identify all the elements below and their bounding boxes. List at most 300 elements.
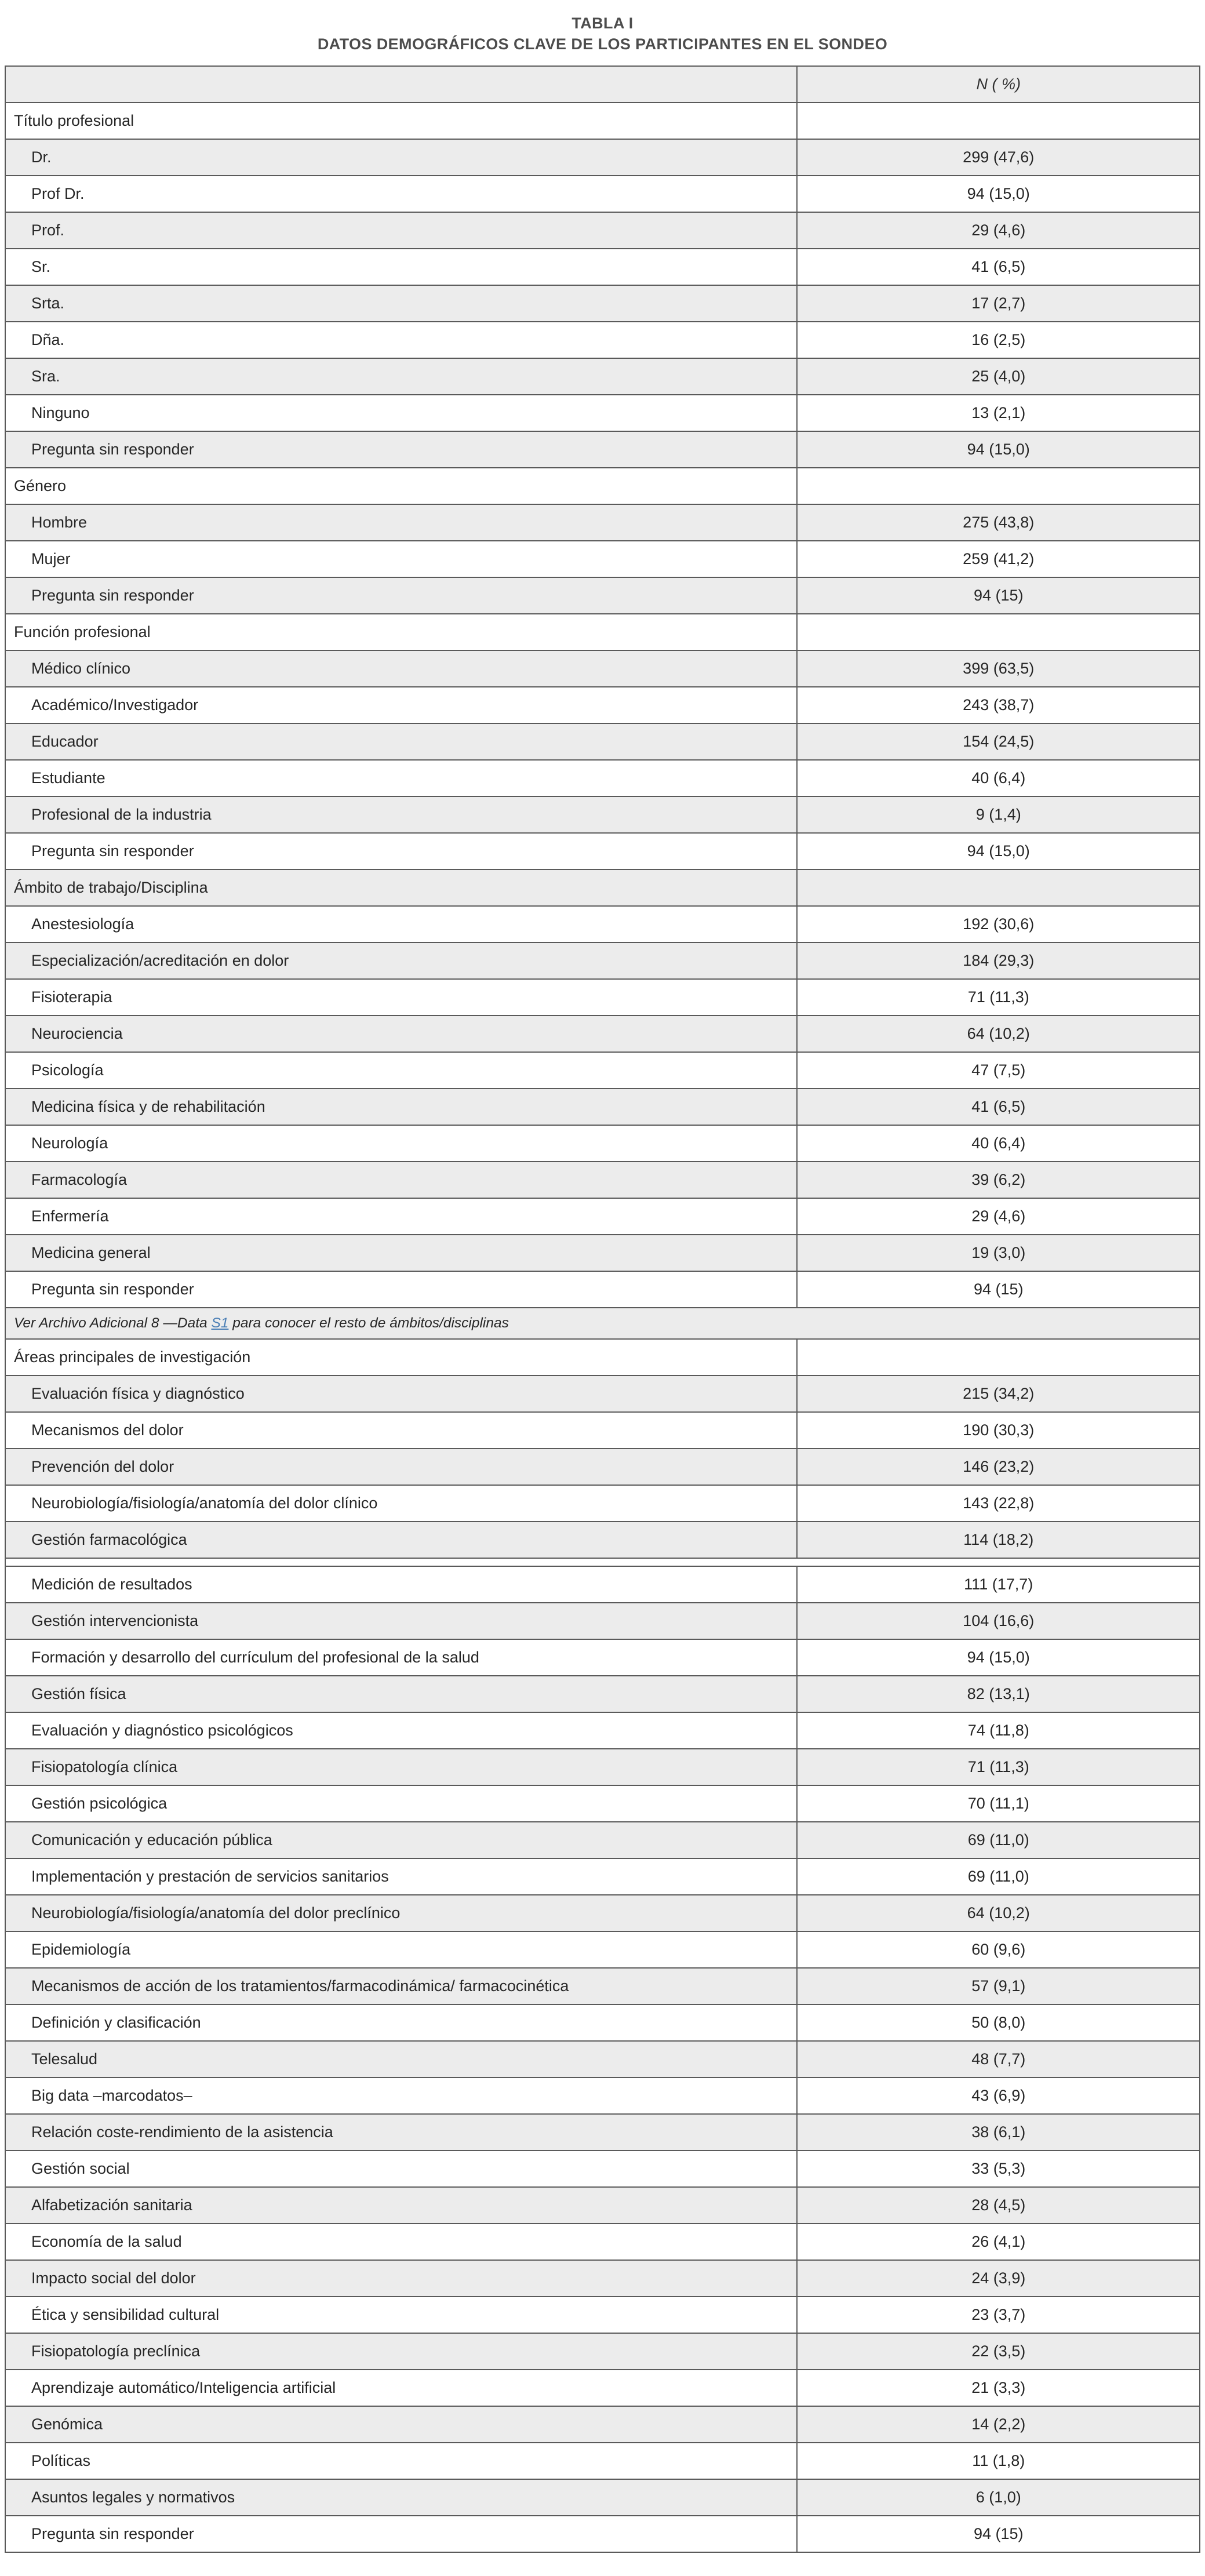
row-value-cell [797,212,1200,249]
row-label-cell [5,1125,797,1162]
section-label-cell [5,103,797,139]
row-value: 104 (16,6) [963,1611,1035,1629]
row-value-cell [797,1676,1200,1712]
data-row [5,979,1200,1016]
row-label-cell [5,541,797,577]
row-label-cell [5,796,797,833]
empty-value-cell [797,103,1200,139]
n-percent-header-cell [797,66,1200,103]
row-label: Farmacología [31,1170,128,1188]
row-label-cell [5,504,797,541]
row-label: Gestión social [31,2159,130,2177]
row-value-cell [797,176,1200,212]
row-label-cell [5,1603,797,1639]
page-split-cell [5,1558,1200,1566]
section-row [5,103,1200,139]
row-value-cell [797,1235,1200,1271]
section-label: Género [14,476,67,494]
empty-value-cell [797,869,1200,906]
row-label-cell [5,2333,797,2370]
row-value-cell [797,1412,1200,1449]
data-row [5,1125,1200,1162]
row-value: 57 (9,1) [971,1977,1026,1995]
data-row [5,1639,1200,1676]
row-label-cell [5,1858,797,1895]
row-label-cell [5,2224,797,2260]
row-label: Prevención del dolor [31,1457,174,1475]
row-value-cell [797,1522,1200,1558]
row-label: Ninguno [31,403,90,421]
data-row [5,833,1200,869]
data-row [5,176,1200,212]
data-row [5,212,1200,249]
row-label: Mecanismos del dolor [31,1421,184,1439]
row-label: Impacto social del dolor [31,2269,196,2287]
row-value: 154 (24,5) [963,732,1035,750]
row-label: Epidemiología [31,1940,131,1958]
row-label: Neurobiología/fisiología/anatomía del dolor clínico [31,1494,378,1512]
table-caption [5,13,1200,55]
row-label: Neurobiología/fisiología/anatomía del dolor preclínico [31,1904,401,1922]
row-value: 28 (4,5) [971,2196,1026,2214]
row-value: 22 (3,5) [971,2342,1026,2360]
row-value: 43 (6,9) [971,2086,1026,2104]
row-label: Gestión farmacológica [31,1530,187,1548]
row-value: 39 (6,2) [971,1170,1026,1188]
row-label: Políticas [31,2451,91,2469]
data-row [5,796,1200,833]
row-label: Enfermería [31,1207,109,1225]
row-value-cell [797,1449,1200,1485]
s1-data-link[interactable]: S1 [211,1315,229,1331]
row-value: 41 (6,5) [971,257,1026,275]
data-row [5,1858,1200,1895]
row-value: 71 (11,3) [967,988,1029,1006]
data-row [5,322,1200,358]
row-label: Pregunta sin responder [31,2524,194,2542]
row-label-cell [5,1016,797,1052]
row-value-cell [797,577,1200,614]
row-label: Economía de la salud [31,2232,182,2250]
row-value: 71 (11,3) [967,1758,1029,1775]
row-value: 114 (18,2) [963,1530,1034,1548]
data-row [5,1089,1200,1125]
row-value: 94 (15) [973,1280,1024,1298]
row-value: 399 (63,5) [963,659,1035,677]
row-label: Mujer [31,550,71,567]
row-label-cell [5,2114,797,2151]
row-value-cell [797,1162,1200,1198]
row-label: Hombre [31,513,88,531]
row-label-cell [5,1639,797,1676]
row-label-cell [5,358,797,395]
row-value-cell [797,1198,1200,1235]
row-value-cell [797,1016,1200,1052]
section-label-cell [5,869,797,906]
row-value-cell [797,906,1200,943]
data-row [5,906,1200,943]
row-value-cell [797,358,1200,395]
row-label-cell [5,2151,797,2187]
row-value-cell [797,943,1200,979]
row-value: 69 (11,0) [967,1831,1029,1849]
row-value: 74 (11,8) [967,1721,1029,1739]
row-label: Académico/Investigador [31,696,199,714]
row-value-cell [797,2187,1200,2224]
row-value: 94 (15) [973,586,1024,604]
row-label-cell [5,2077,797,2114]
row-value-cell [797,285,1200,322]
row-label-cell [5,1376,797,1412]
data-row [5,1822,1200,1858]
row-value: 94 (15,0) [967,842,1030,860]
row-value-cell [797,1968,1200,2004]
row-value: 14 (2,2) [971,2415,1026,2433]
data-row [5,2297,1200,2333]
row-value-cell [797,2370,1200,2406]
data-row [5,2479,1200,2516]
row-value-cell [797,1271,1200,1308]
row-label-cell [5,1895,797,1931]
row-value: 26 (4,1) [971,2232,1026,2250]
row-label-cell [5,943,797,979]
row-value: 47 (7,5) [971,1061,1026,1079]
row-label-cell [5,687,797,723]
row-label-cell [5,2041,797,2077]
row-label-cell [5,2516,797,2552]
footnote-text: para conocer el resto de ámbitos/disciplinas [228,1315,509,1331]
data-row [5,2077,1200,2114]
row-label-cell [5,2187,797,2224]
section-row [5,869,1200,906]
data-row [5,358,1200,395]
row-label-cell [5,833,797,869]
row-label: Medicina física y de rehabilitación [31,1097,265,1115]
data-row [5,1162,1200,1198]
row-value: 60 (9,6) [971,1940,1026,1958]
data-row [5,1931,1200,1968]
data-row [5,2004,1200,2041]
row-label: Comunicación y educación pública [31,1831,272,1849]
section-label-cell [5,1339,797,1376]
row-label-cell [5,1052,797,1089]
row-value-cell [797,796,1200,833]
row-value-cell [797,1376,1200,1412]
row-label-cell [5,285,797,322]
row-value-cell [797,1712,1200,1749]
data-row [5,249,1200,285]
row-value-cell [797,2041,1200,2077]
data-row [5,2114,1200,2151]
section-row [5,614,1200,650]
row-label-cell [5,1235,797,1271]
data-row [5,1749,1200,1785]
row-value-cell [797,139,1200,176]
row-label: Pregunta sin responder [31,586,194,604]
row-label-cell [5,2370,797,2406]
row-label: Dr. [31,148,52,166]
row-label-cell [5,2443,797,2479]
row-value-cell [797,1566,1200,1603]
row-label: Médico clínico [31,659,131,677]
row-value-cell [797,2077,1200,2114]
row-value-cell [797,322,1200,358]
row-value: 19 (3,0) [971,1243,1026,1261]
row-value: 192 (30,6) [963,915,1035,933]
row-label-cell [5,1162,797,1198]
row-label: Gestión intervencionista [31,1611,199,1629]
row-value: 215 (34,2) [963,1384,1035,1402]
row-value-cell [797,1603,1200,1639]
row-value: 41 (6,5) [971,1097,1026,1115]
row-value-cell [797,395,1200,431]
data-row [5,2260,1200,2297]
section-row [5,1339,1200,1376]
data-row [5,1485,1200,1522]
data-row [5,1895,1200,1931]
row-label: Pregunta sin responder [31,440,194,458]
row-label: Anestesiología [31,915,134,933]
data-row [5,1016,1200,1052]
table-head [5,66,1200,103]
row-value-cell [797,504,1200,541]
row-value-cell [797,687,1200,723]
row-label: Alfabetización sanitaria [31,2196,192,2214]
row-value: 23 (3,7) [971,2305,1026,2323]
row-label: Implementación y prestación de servicios sanitarios [31,1867,389,1885]
n-percent-header-label: N ( %) [976,75,1021,93]
empty-value-cell [797,614,1200,650]
row-label: Educador [31,732,99,750]
row-label: Profesional de la industria [31,805,212,823]
section-label: Título profesional [14,111,134,129]
row-value-cell [797,2479,1200,2516]
data-row [5,1376,1200,1412]
row-label: Formación y desarrollo del currículum del profesional de la salud [31,1648,479,1666]
row-label-cell [5,322,797,358]
row-label-cell [5,650,797,687]
data-row [5,395,1200,431]
row-label-cell [5,2479,797,2516]
row-label-cell [5,1712,797,1749]
row-label: Aprendizaje automático/Inteligencia artificial [31,2378,336,2396]
row-value: 143 (22,8) [963,1494,1035,1512]
row-label: Neurociencia [31,1024,123,1042]
row-label: Telesalud [31,2050,98,2068]
row-value-cell [797,249,1200,285]
row-value: 64 (10,2) [967,1904,1030,1922]
row-label-cell [5,431,797,468]
row-value: 275 (43,8) [963,513,1035,531]
row-value: 259 (41,2) [963,550,1035,567]
row-label-cell [5,2406,797,2443]
row-value-cell [797,760,1200,796]
row-value-cell [797,1125,1200,1162]
section-label: Ámbito de trabajo/Disciplina [14,878,208,896]
data-row [5,2041,1200,2077]
data-row [5,1522,1200,1558]
row-value: 82 (13,1) [967,1684,1030,1702]
row-value-cell [797,2297,1200,2333]
row-value: 299 (47,6) [963,148,1035,166]
row-value: 29 (4,6) [971,1207,1026,1225]
row-label: Genómica [31,2415,103,2433]
row-label: Dña. [31,330,65,348]
section-label: Áreas principales de investigación [14,1348,251,1366]
row-value: 94 (15,0) [967,1648,1030,1666]
empty-value-cell [797,1339,1200,1376]
row-label-cell [5,1676,797,1712]
footnote-cell [5,1308,1200,1339]
row-value-cell [797,541,1200,577]
data-row [5,1968,1200,2004]
page-split-row [5,1558,1200,1566]
row-value: 48 (7,7) [971,2050,1026,2068]
row-value: 64 (10,2) [967,1024,1030,1042]
empty-header-cell [5,66,797,103]
section-label: Función profesional [14,623,151,641]
row-value-cell [797,2114,1200,2151]
row-value-cell [797,1858,1200,1895]
row-value-cell [797,1895,1200,1931]
data-row [5,650,1200,687]
data-row [5,1235,1200,1271]
row-label: Ética y sensibilidad cultural [31,2305,220,2323]
row-value: 24 (3,9) [971,2269,1026,2287]
row-label-cell [5,1785,797,1822]
row-label-cell [5,176,797,212]
row-label-cell [5,139,797,176]
data-row [5,760,1200,796]
row-value: 17 (2,7) [971,294,1026,312]
row-value-cell [797,2406,1200,2443]
demographics-table [5,66,1200,2553]
row-label: Prof Dr. [31,184,85,202]
row-value: 13 (2,1) [971,403,1026,421]
row-label: Medición de resultados [31,1575,192,1593]
row-value: 40 (6,4) [971,1134,1026,1152]
row-value-cell [797,2151,1200,2187]
data-row [5,2187,1200,2224]
row-label-cell [5,2297,797,2333]
data-row [5,1712,1200,1749]
row-value: 50 (8,0) [971,2013,1026,2031]
row-value-cell [797,723,1200,760]
data-row [5,1676,1200,1712]
row-label: Prof. [31,221,65,239]
row-value: 29 (4,6) [971,221,1026,239]
row-value: 16 (2,5) [971,330,1026,348]
row-value-cell [797,2004,1200,2041]
row-value-cell [797,1089,1200,1125]
row-label-cell [5,1089,797,1125]
data-row [5,431,1200,468]
row-label: Psicología [31,1061,104,1079]
row-label-cell [5,1271,797,1308]
row-label: Estudiante [31,769,105,787]
row-label-cell [5,1485,797,1522]
row-label-cell [5,723,797,760]
section-label-cell [5,614,797,650]
row-label: Evaluación física y diagnóstico [31,1384,245,1402]
data-row [5,723,1200,760]
data-row [5,2224,1200,2260]
empty-value-cell [797,468,1200,504]
data-row [5,1052,1200,1089]
row-label-cell [5,2004,797,2041]
data-row [5,1271,1200,1308]
row-label: Especialización/acreditación en dolor [31,951,289,969]
row-label-cell [5,249,797,285]
row-label: Pregunta sin responder [31,1280,194,1298]
row-value-cell [797,2224,1200,2260]
row-label: Relación coste-rendimiento de la asistencia [31,2123,333,2141]
row-label: Evaluación y diagnóstico psicológicos [31,1721,293,1739]
row-value: 146 (23,2) [963,1457,1035,1475]
data-row [5,2516,1200,2552]
row-value-cell [797,650,1200,687]
row-value-cell [797,1822,1200,1858]
row-value-cell [797,1639,1200,1676]
data-row [5,541,1200,577]
data-row [5,577,1200,614]
row-label: Sra. [31,367,60,385]
row-label: Big data –marcodatos– [31,2086,192,2104]
row-label-cell [5,1449,797,1485]
row-label: Mecanismos de acción de los tratamientos/farmacodinámica/ farmacocinética [31,1977,569,1995]
data-row [5,2333,1200,2370]
row-value-cell [797,1052,1200,1089]
row-label: Neurología [31,1134,108,1152]
row-value-cell [797,431,1200,468]
row-value-cell [797,1485,1200,1522]
data-row [5,2370,1200,2406]
row-value-cell [797,2443,1200,2479]
row-label-cell [5,212,797,249]
row-value: 38 (6,1) [971,2123,1026,2141]
table-number: TABLA I [571,14,634,32]
row-label-cell [5,1566,797,1603]
row-label: Fisioterapia [31,988,112,1006]
data-row [5,1603,1200,1639]
table-header-row [5,66,1200,103]
row-value: 25 (4,0) [971,367,1026,385]
row-value: 243 (38,7) [963,696,1035,714]
row-value: 9 (1,4) [975,805,1021,823]
row-value: 70 (11,1) [967,1794,1029,1812]
row-label-cell [5,1749,797,1785]
row-label-cell [5,1522,797,1558]
row-label-cell [5,1931,797,1968]
footnote-row [5,1308,1200,1339]
data-row [5,1785,1200,1822]
row-value: 184 (29,3) [963,951,1035,969]
row-label-cell [5,979,797,1016]
row-label: Srta. [31,294,65,312]
row-value: 21 (3,3) [971,2378,1026,2396]
data-row [5,285,1200,322]
data-row [5,2151,1200,2187]
row-value: 94 (15) [973,2524,1024,2542]
row-value: 6 (1,0) [975,2488,1021,2506]
row-value-cell [797,2333,1200,2370]
row-label-cell [5,2260,797,2297]
row-value: 94 (15,0) [967,184,1030,202]
row-value: 94 (15,0) [967,440,1030,458]
row-value-cell [797,833,1200,869]
section-row [5,468,1200,504]
row-value-cell [797,1931,1200,1968]
